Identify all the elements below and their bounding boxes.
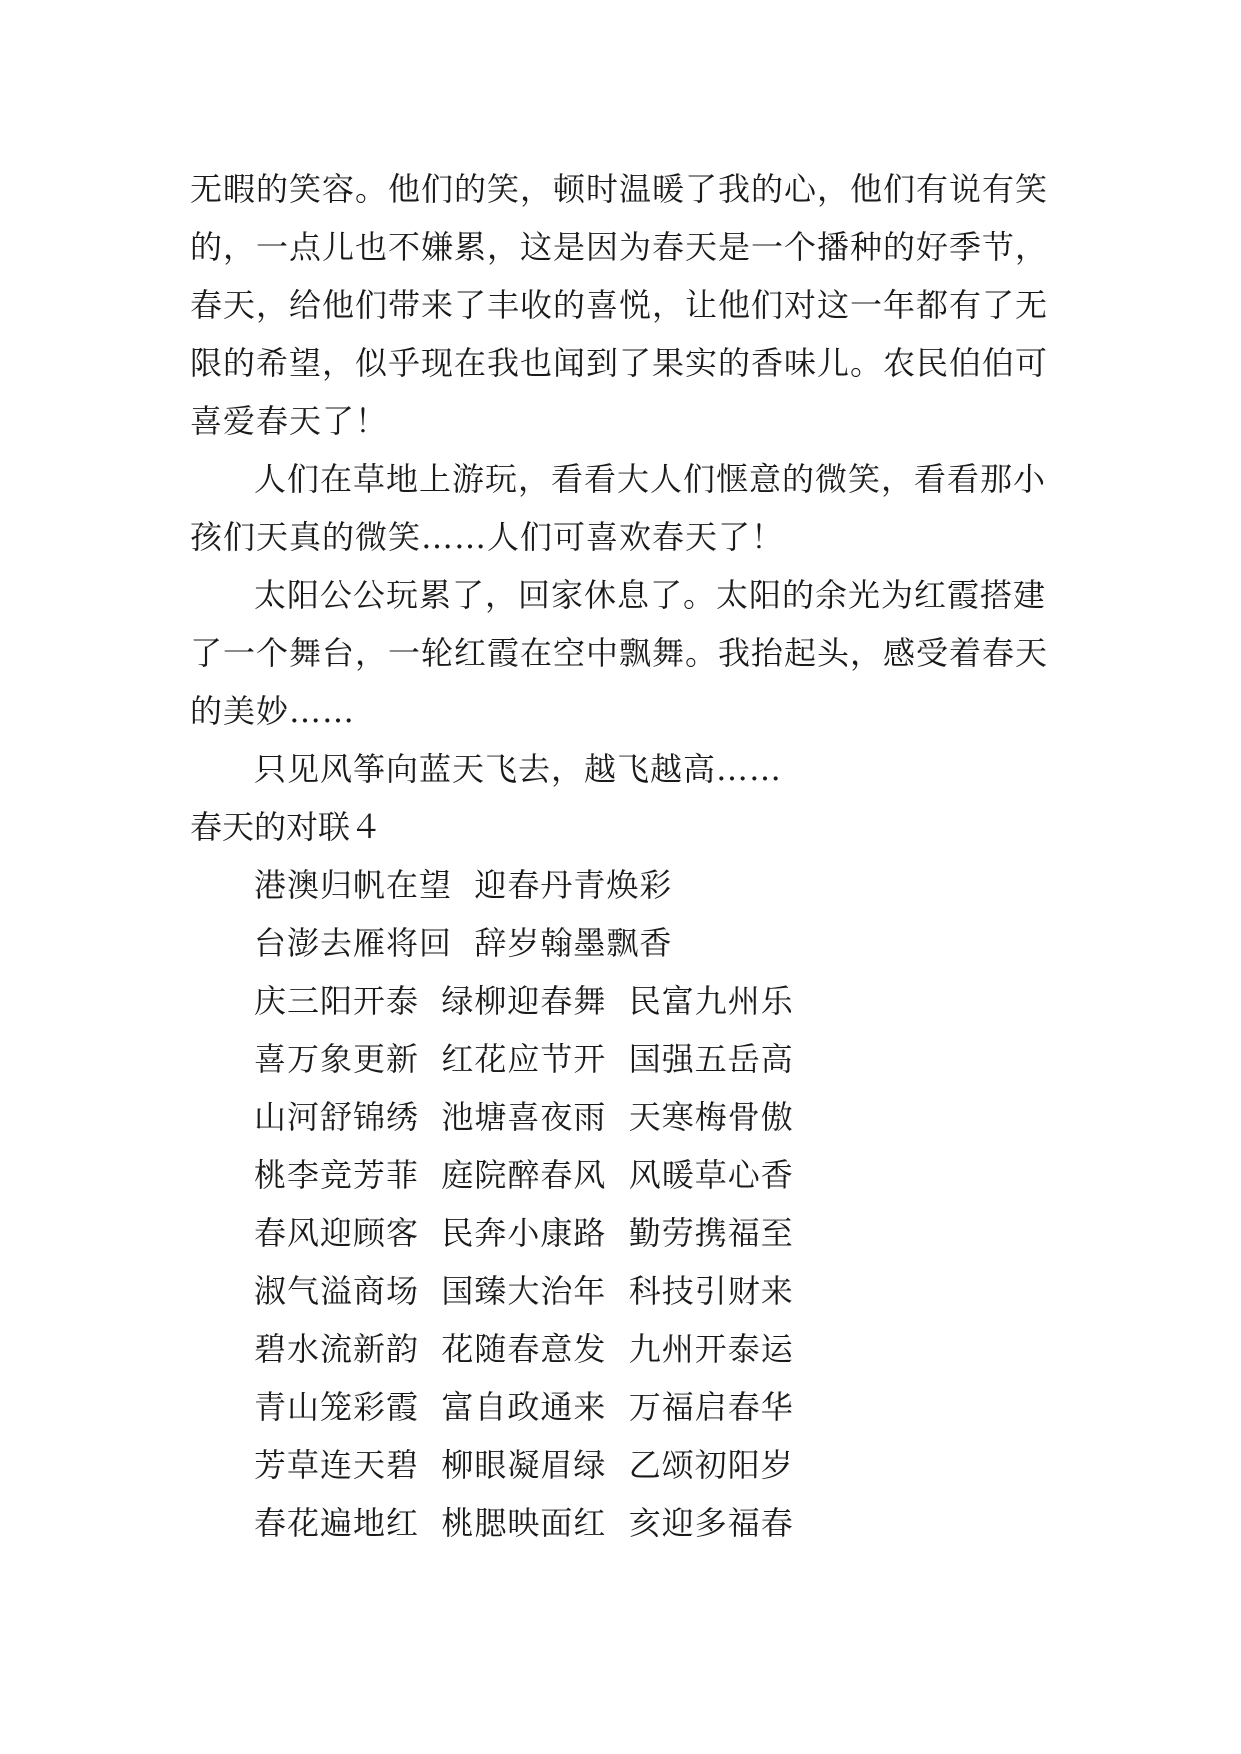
couplet-line: 青山笼彩霞 富自政通来 万福启春华	[254, 1388, 794, 1426]
couplet-line: 春花遍地红 桃腮映面红 亥迎多福春	[254, 1504, 794, 1542]
paragraph-4	[190, 740, 1070, 798]
section-heading: 春天的对联４	[190, 808, 383, 846]
text-line: 了一个舞台，一轮红霞在空中飘舞。我抬起头，感受着春天	[190, 634, 1049, 672]
text-line: 的美妙……	[190, 692, 356, 730]
couplet-line: 庆三阳开泰 绿柳迎春舞 民富九州乐	[254, 982, 794, 1020]
couplet-line: 港澳归帆在望 迎春丹青焕彩	[254, 866, 673, 904]
text-line: 春天，给他们带来了丰收的喜悦，让他们对这一年都有了无	[190, 286, 1049, 324]
text-line: 的，一点儿也不嫌累，这是因为春天是一个播种的好季节，	[190, 228, 1049, 266]
text-line: 无暇的笑容。他们的笑，顿时温暖了我的心，他们有说有笑	[190, 170, 1049, 208]
couplet-line: 碧水流新韵 花随春意发 九州开泰运	[254, 1330, 794, 1368]
couplet-line: 台澎去雁将回 辞岁翰墨飘香	[254, 924, 673, 962]
text-line: 人们在草地上游玩，看看大人们惬意的微笑，看看那小	[254, 460, 1047, 498]
couplet-line: 淑气溢商场 国臻大治年 科技引财来	[254, 1272, 794, 1310]
couplet-list	[190, 856, 1070, 1552]
text-line: 孩们天真的微笑……人们可喜欢春天了！	[190, 518, 785, 556]
text-line: 只见风筝向蓝天飞去，越飞越高……	[254, 750, 783, 788]
couplet-line: 喜万象更新 红花应节开 国强五岳高	[254, 1040, 794, 1078]
document-body	[190, 160, 1070, 1552]
paragraph-2	[190, 450, 1070, 566]
paragraph-1	[190, 160, 1070, 450]
couplet-line: 春风迎顾客 民奔小康路 勤劳携福至	[254, 1214, 794, 1252]
text-line: 太阳公公玩累了，回家休息了。太阳的余光为红霞搭建	[254, 576, 1047, 614]
couplet-line: 芳草连天碧 柳眼凝眉绿 乙颂初阳岁	[254, 1446, 794, 1484]
text-line: 限的希望，似乎现在我也闻到了果实的香味儿。农民伯伯可	[190, 344, 1049, 382]
text-line: 喜爱春天了！	[190, 402, 389, 440]
couplet-line: 桃李竞芳菲 庭院醉春风 风暖草心香	[254, 1156, 794, 1194]
couplet-line: 山河舒锦绣 池塘喜夜雨 天寒梅骨傲	[254, 1098, 794, 1136]
paragraph-3	[190, 566, 1070, 740]
